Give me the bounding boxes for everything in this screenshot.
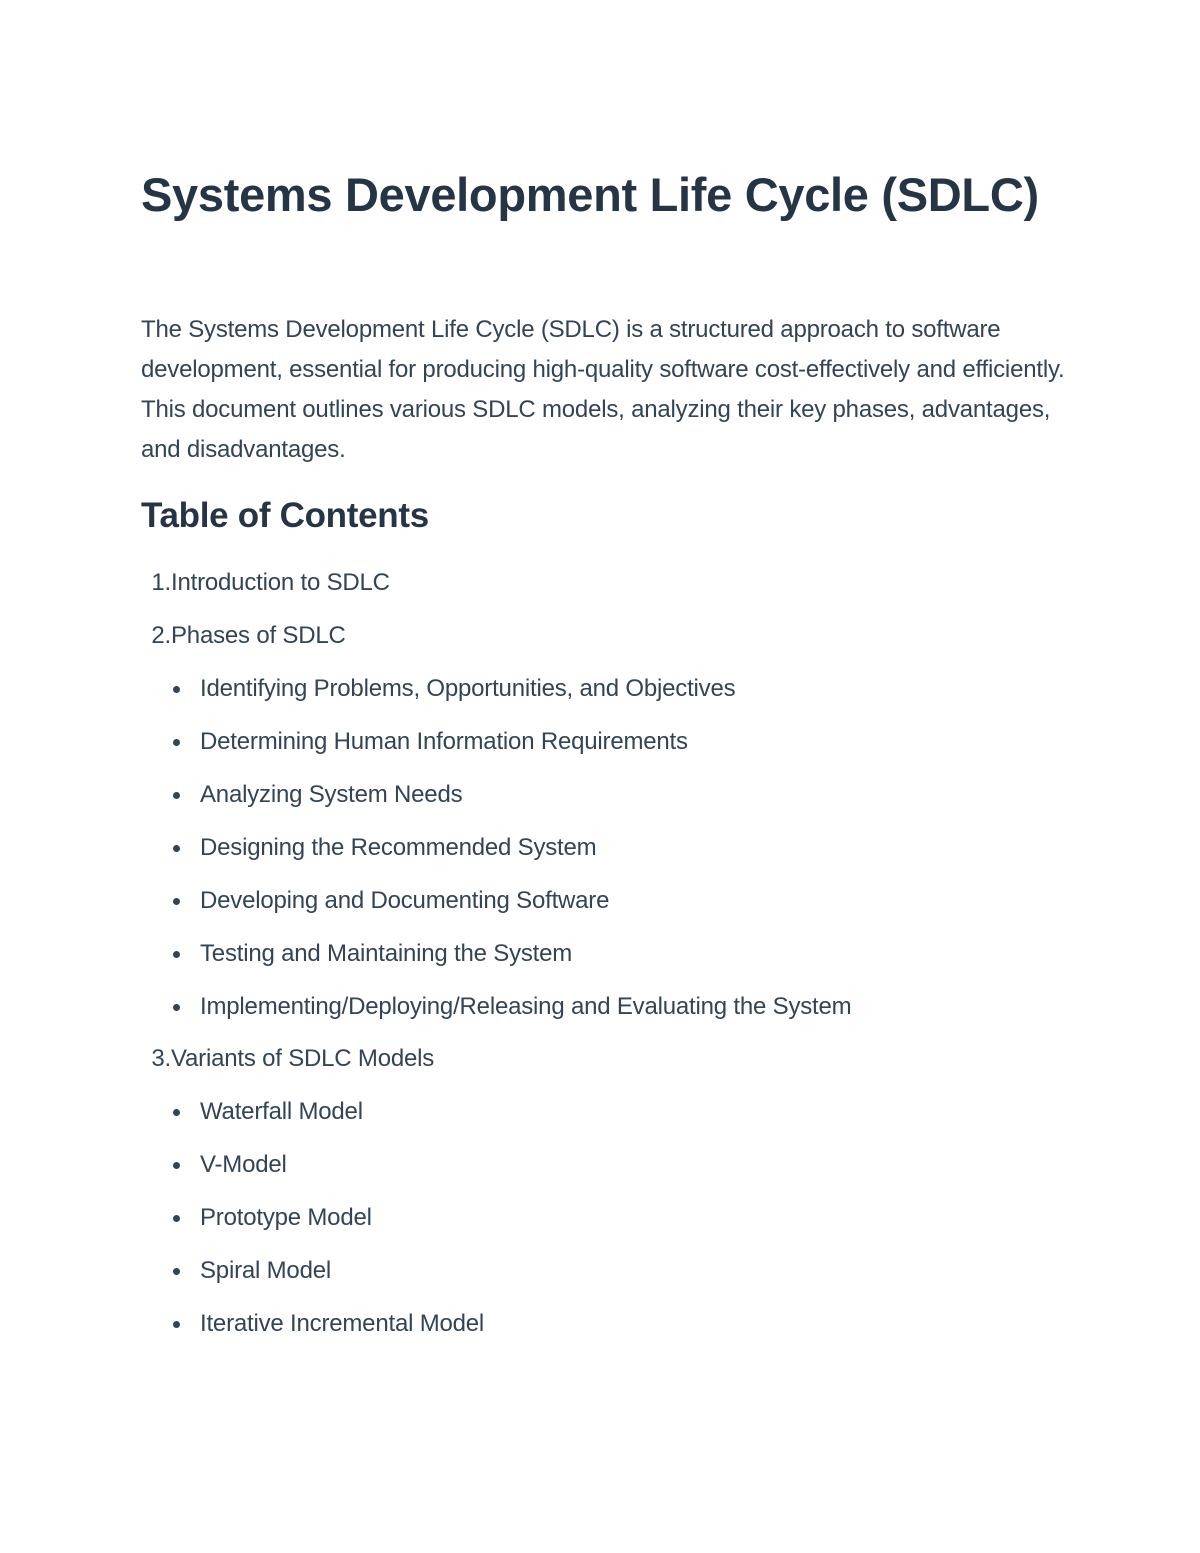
bullet-icon	[173, 1109, 180, 1116]
bullet-icon	[173, 845, 180, 852]
toc-subitem-label: Iterative Incremental Model	[200, 1310, 485, 1337]
intro-paragraph: The Systems Development Life Cycle (SDLC) is a structured approach to software development, essential for producing high-quality software cost-effectively and efficiently. This document outlines various SDLC models, analyzing their key phases, advantages, and disadvantages.	[141, 316, 1065, 463]
toc-item-label: Variants of SDLC Models	[171, 1045, 435, 1072]
toc-subitem-label: Prototype Model	[200, 1204, 372, 1231]
toc-subitem-label: Determining Human Information Requirements	[200, 728, 688, 755]
toc-subitem-label: V-Model	[200, 1151, 287, 1178]
bullet-icon	[173, 951, 180, 958]
bullet-icon	[173, 1215, 180, 1222]
toc-item-label: Introduction to SDLC	[171, 569, 390, 596]
toc-item-introduction	[141, 566, 390, 600]
toc-subitem-label: Testing and Maintaining the System	[200, 940, 573, 967]
toc-subitem-label: Spiral Model	[200, 1257, 331, 1284]
toc-subitem-label: Designing the Recommended System	[200, 834, 597, 861]
bullet-icon	[173, 898, 180, 905]
page-title: Systems Development Life Cycle (SDLC)	[141, 168, 1039, 221]
toc-item-number: 3.	[151, 1045, 171, 1072]
toc-subitem-label: Analyzing System Needs	[200, 781, 463, 808]
toc-item-number: 1.	[151, 569, 171, 596]
bullet-icon	[173, 739, 180, 746]
toc-subitem-label: Waterfall Model	[200, 1098, 363, 1125]
toc-item-variants	[141, 1042, 434, 1076]
bullet-icon	[173, 1321, 180, 1328]
toc-subitem-label: Implementing/Deploying/Releasing and Evaluating the System	[200, 993, 852, 1020]
toc-heading: Table of Contents	[141, 496, 429, 535]
toc-item-phases	[141, 619, 346, 653]
toc-subitem-label: Developing and Documenting Software	[200, 887, 610, 914]
bullet-icon	[173, 1268, 180, 1275]
toc-subitem-label: Identifying Problems, Opportunities, and Objectives	[200, 675, 736, 702]
bullet-icon	[173, 792, 180, 799]
toc-item-label: Phases of SDLC	[171, 622, 346, 649]
bullet-icon	[173, 1162, 180, 1169]
bullet-icon	[173, 686, 180, 693]
bullet-icon	[173, 1004, 180, 1011]
toc-item-number: 2.	[151, 622, 171, 649]
